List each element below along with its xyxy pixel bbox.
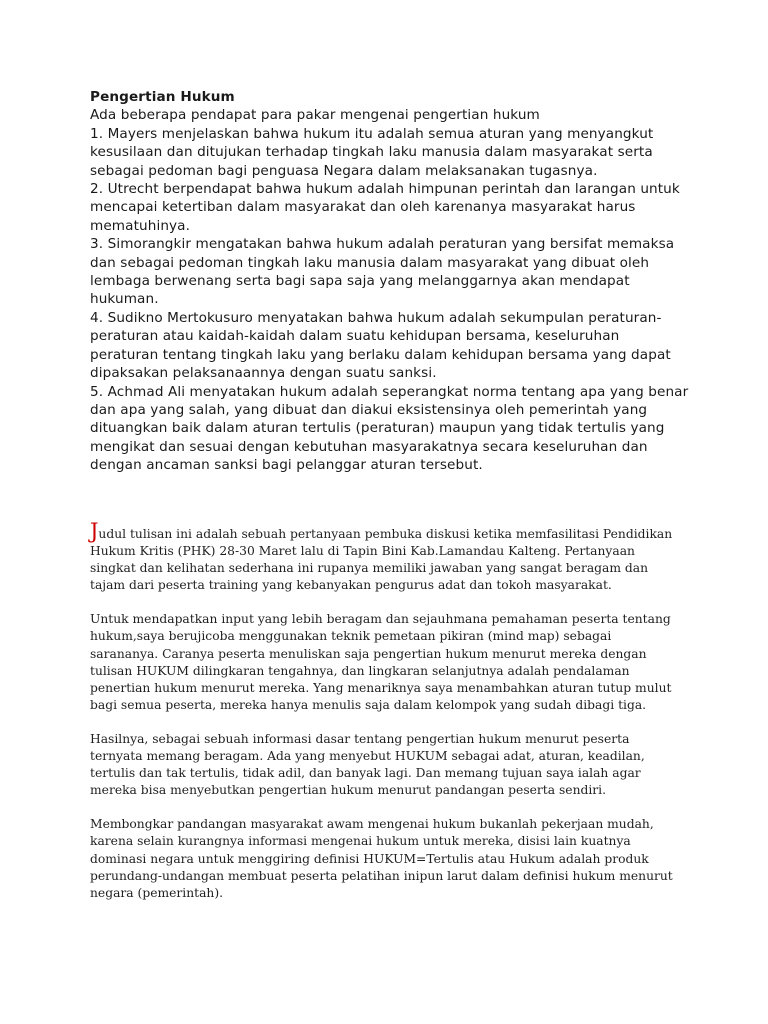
article-paragraph-2: Untuk mendapatkan input yang lebih beragam dan sejauhmana pemahaman peserta tentang hukum,saya berujicoba menggunakan teknik pemetaan pikiran (mind map) sebagai sarananya. Caranya peserta menuliskan saja pengertian hukum menurut mereka dengan tulisan HUKUM dilingkaran tengahnya, dan lingkaran selanjutnya adalah pendalaman penertian hukum menurut mereka. Yang menariknya saya menambahkan aturan tutup mulut bagi semua peserta, mereka hanya menulis saja dalam kelompok yang sudah dibagi tiga.	[90, 612, 672, 712]
definition-item-1: 1. Mayers menjelaskan bahwa hukum itu adalah semua aturan yang menyangkut kesusilaan dan ditujukan terhadap tingkah laku manusia dalam masyarakat serta sebagai pedoman bagi penguasa Negara dalam melaksanakan tugasnya.	[90, 125, 654, 179]
section-title: Pengertian Hukum	[90, 89, 235, 105]
intro-line: Ada beberapa pendapat para pakar mengenai pengertian hukum	[90, 107, 540, 124]
article-section	[90, 519, 680, 919]
definition-item-4: 4. Sudikno Mertokusuro menyatakan bahwa hukum adalah sekumpulan peraturan-peraturan atau kaidah-kaidah dalam suatu kehidupan bersama, keseluruhan peraturan tentang tingkah laku yang berlaku dalam kehidupan bersama yang dapat dipaksakan pelaksanaannya dengan suatu sanksi.	[90, 309, 671, 382]
definition-item-5: 5. Achmad Ali menyatakan hukum adalah seperangkat norma tentang apa yang benar dan apa yang salah, yang dibuat dan diakui eksistensinya oleh pemerintah yang dituangkan baik dalam aturan tertulis (peraturan) maupun yang tidak tertulis yang mengikat dan sesuai dengan kebutuhan masyarakatnya secara keseluruhan dan dengan ancaman sanksi bagi pelanggar aturan tersebut.	[90, 383, 689, 474]
definition-item-3: 3. Simorangkir mengatakan bahwa hukum adalah peraturan yang bersifat memaksa dan sebagai pedoman tingkah laku manusia dalam masyarakat yang dibuat oleh lembaga berwenang serta bagi sapa saja yang melanggarnya akan mendapat hukuman.	[90, 236, 675, 308]
article-paragraph-3: Hasilnya, sebagai sebuah informasi dasar tentang pengertian hukum menurut peserta ternyata memang beragam. Ada yang menyebut HUKUM sebagai adat, aturan, keadilan, tertulis dan tak tertulis, tidak adil, dan banyak lagi. Dan memang tujuan saya ialah agar mereka bisa menyebutkan pengertian hukum menurut pandangan peserta sendiri.	[90, 731, 645, 798]
drop-cap: J	[90, 519, 99, 543]
definition-item-2: 2. Utrecht berpendapat bahwa hukum adalah himpunan perintah dan larangan untuk mencapai ketertiban dalam masyarakat dan oleh karenanya masyarakat harus mematuhinya.	[90, 181, 680, 234]
article-paragraph-1	[90, 519, 680, 594]
definitions-section	[90, 88, 690, 475]
paragraph-1-text: udul tulisan ini adalah sebuah pertanyaan pembuka diskusi ketika memfasilitasi Pendidikan Hukum Kritis (PHK) 28-30 Maret lalu di Tapin Bini Kab.Lamandau Kalteng. Pertanyaan singkat dan kelihatan sederhana ini rupanya memiliki jawaban yang sangat beragam dan tajam dari peserta training yang kebanyakan pengurus adat dan tokoh masyarakat.	[90, 527, 673, 593]
article-paragraph-4: Membongkar pandangan masyarakat awam mengenai hukum bukanlah pekerjaan mudah, karena selain kurangnya informasi mengenai hukum untuk mereka, disisi lain kuatnya dominasi negara untuk menggiring definisi HUKUM=Tertulis atau Hukum adalah produk perundang-undangan membuat peserta pelatihan inipun larut dalam definisi hukum menurut negara (pemerintah).	[90, 817, 673, 900]
